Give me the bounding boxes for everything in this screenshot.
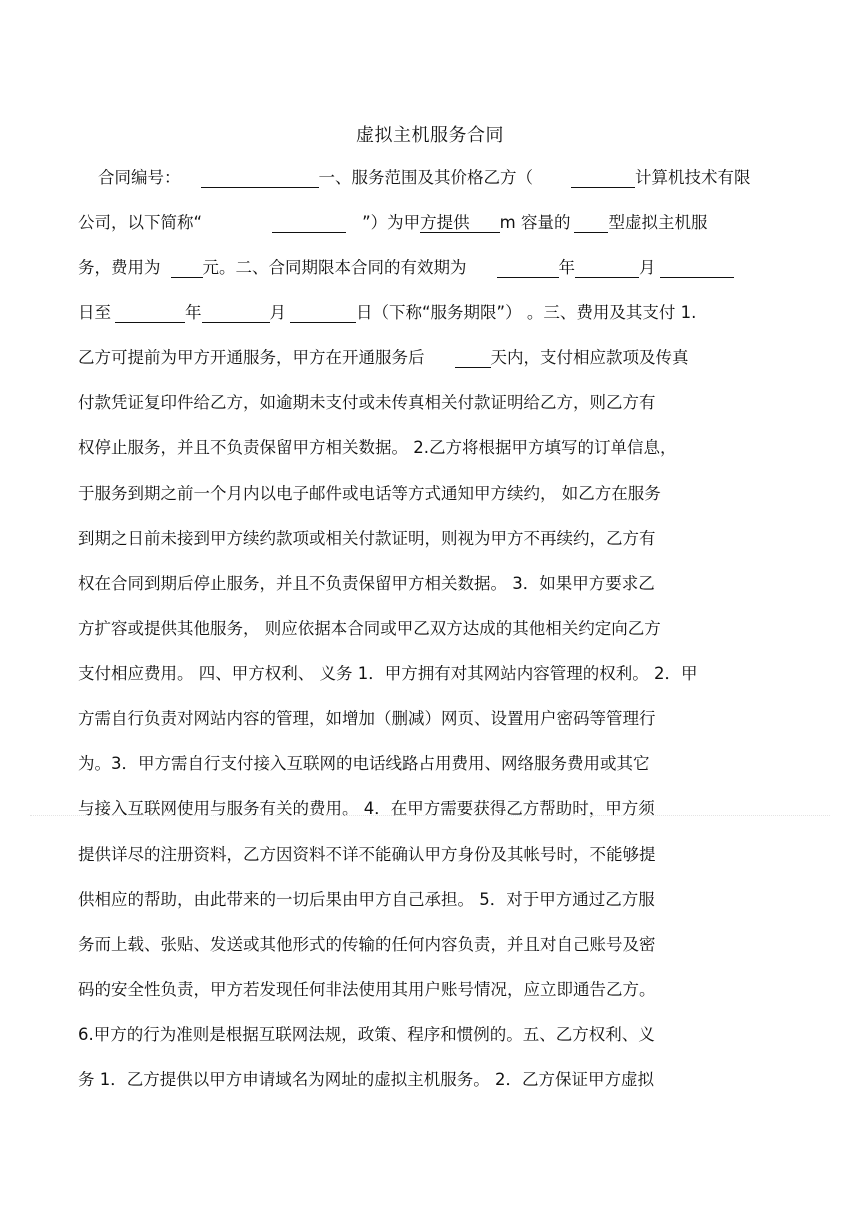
text-line (98, 168, 751, 188)
start-year-blank (497, 259, 559, 278)
text-segment: 计算机技术有限 (635, 168, 751, 187)
text-line: 供相应的帮助，由此带来的一切后果由甲方自己承担。 5．对于甲方通过乙方服 (78, 890, 655, 909)
text-segment: 日（下称“服务期限”） 。三、费用及其支付 1. (356, 303, 697, 322)
end-year-blank (115, 304, 185, 323)
text-segment: 元。二、合同期限本合同的有效期为 (202, 258, 467, 277)
scan-artifact-line (30, 815, 830, 816)
document-title: 虚拟主机服务合同 (356, 125, 504, 146)
text-line: 权停止服务，并且不负责保留甲方相关数据。 2.乙方将根据甲方填写的订单信息， (78, 438, 677, 457)
text-segment: 天内，支付相应款项及传真 (490, 348, 689, 367)
contract-number-blank (201, 169, 319, 188)
text-segment: 年 (558, 258, 575, 277)
text-segment: 型虚拟主机服 (608, 213, 708, 232)
short-name-blank (272, 214, 346, 233)
text-line: 到期之日前未接到甲方续约款项或相关付款证明，则视为甲方不再续约，乙方有 (78, 529, 656, 548)
end-day-blank (290, 304, 356, 323)
text-line: 码的安全性负责，甲方若发现任何非法使用其用户账号情况，应立即通告乙方。 (78, 980, 656, 999)
text-segment: 公司，以下简称“ (78, 213, 203, 232)
text-segment: 乙方可提前为甲方开通服务，甲方在开通服务后 (78, 348, 425, 367)
text-segment: 月 (639, 258, 656, 277)
text-segment: 合同编号： (98, 168, 181, 187)
text-line: 务 1．乙方提供以甲方申请域名为网址的虚拟主机服务。 2．乙方保证甲方虚拟 (78, 1070, 654, 1089)
text-segment: 务，费用为 (78, 258, 161, 277)
text-segment: 月 (269, 303, 286, 322)
text-line: 付款凭证复印件给乙方，如逾期未支付或未传真相关付款证明给乙方，则乙方有 (78, 393, 656, 412)
text-segment: 方提供 (420, 213, 470, 232)
text-line: 方需自行负责对网站内容的管理，如增加（删减）网页、设置用户密码等管理行 (78, 709, 656, 728)
text-segment: 一、服务范围及其价格乙方（ (318, 168, 533, 187)
text-line: 支付相应费用。 四、甲方权利、 义务 1．甲方拥有对其网站内容管理的权利。 2．甲 (78, 664, 698, 683)
company-name-blank (571, 169, 635, 188)
text-line (78, 213, 707, 233)
host-type-blank (574, 214, 608, 233)
text-segment: ”）为甲 (362, 213, 421, 232)
text-line: 权在合同到期后停止服务，并且不负责保留甲方相关数据。 3．如果甲方要求乙 (78, 574, 655, 593)
text-segment: 年 (185, 303, 202, 322)
text-segment: 日至 (78, 303, 111, 322)
text-line: 提供详尽的注册资料，乙方因资料不详不能确认甲方身份及其帐号时，不能够提 (78, 845, 656, 864)
text-line (78, 303, 696, 323)
text-line: 6.甲方的行为准则是根据互联网法规，政策、程序和惯例的。五、乙方权利、义 (78, 1025, 655, 1044)
start-month-blank (575, 259, 639, 278)
text-line: 与接入互联网使用与服务有关的费用。 4．在甲方需要获得乙方帮助时，甲方须 (78, 799, 655, 818)
text-line (78, 348, 689, 368)
start-day-blank (660, 259, 734, 278)
capacity-blank (470, 214, 500, 233)
text-segment: m 容量的 (499, 213, 571, 232)
text-line: 务而上载、张贴、发送或其他形式的传输的任何内容负责，并且对自己账号及密 (78, 935, 656, 954)
text-line: 为。3．甲方需自行支付接入互联网的电话线路占用费用、网络服务费用或其它 (78, 754, 650, 773)
text-line (78, 258, 734, 278)
text-line: 方扩容或提供其他服务， 则应依据本合同或甲乙双方达成的其他相关约定向乙方 (78, 619, 661, 638)
fee-blank (171, 259, 203, 278)
end-month-blank (202, 304, 270, 323)
payment-days-blank (455, 349, 491, 368)
text-line: 于服务到期之前一个月内以电子邮件或电话等方式通知甲方续约， 如乙方在服务 (78, 484, 661, 503)
